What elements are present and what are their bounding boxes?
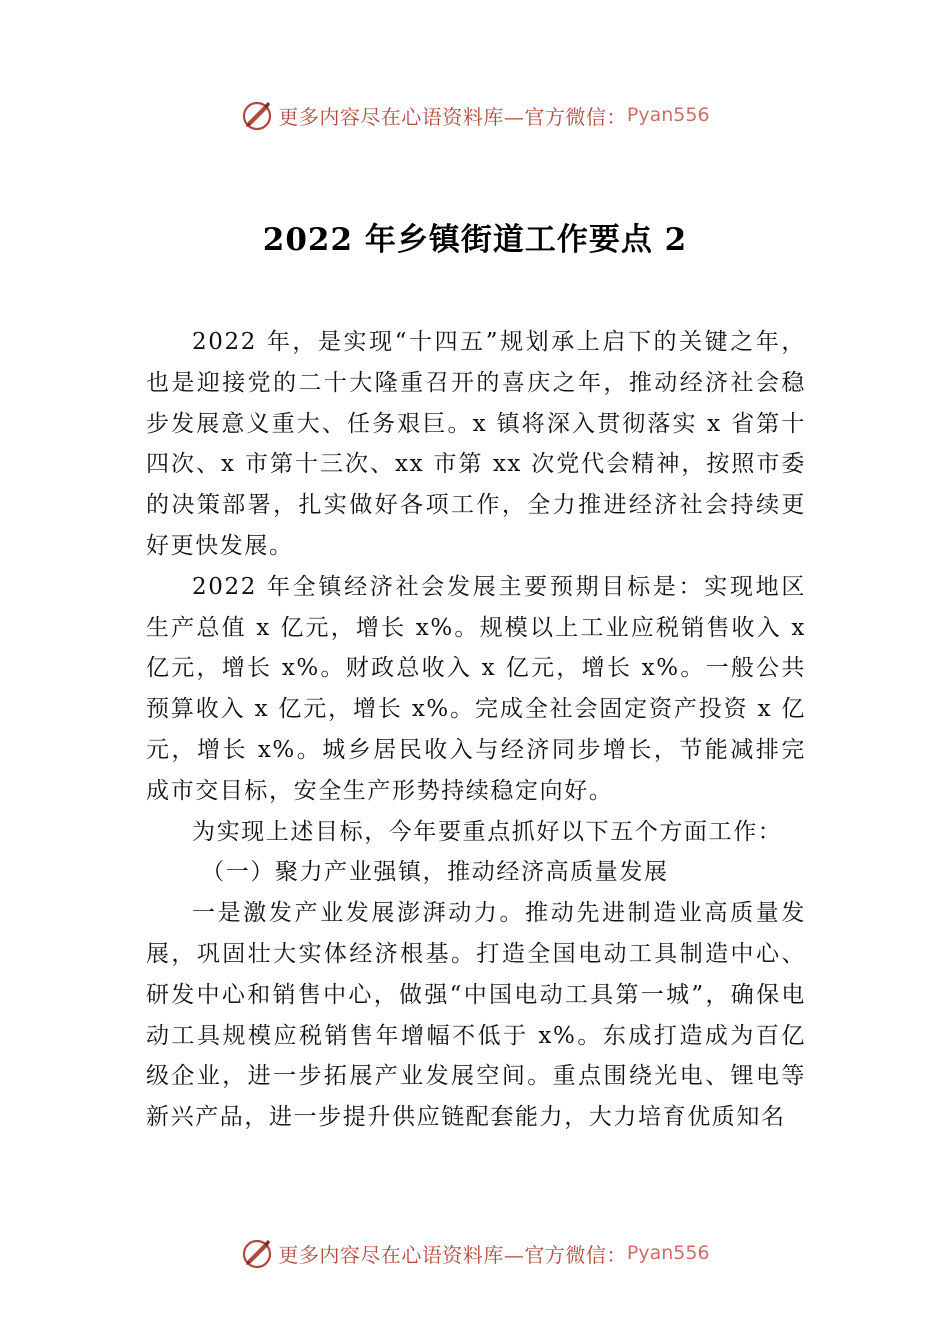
header-banner (0, 95, 950, 135)
paragraph: 2022 年全镇经济社会发展主要预期目标是：实现地区生产总值 x 亿元，增长 x%。规模以上工业应税销售收入 x 亿元，增长 x%。财政总收入 x 亿元，增长 x%。一般公共预算收入 x 亿元，增长 x%。完成全社会固定资产投资 x 亿元，增长 x%。城乡居民收入与经济同步增长，节能减排完成市交目标，安全生产形势持续稳定向好。 (146, 573, 806, 804)
footer-banner (0, 1233, 950, 1273)
wechat-id: Pyan556 (626, 104, 710, 126)
document-body (146, 322, 806, 1138)
pen-logo-icon (240, 1236, 274, 1270)
document-title: 2022 年乡镇街道工作要点 2 (262, 222, 688, 258)
paragraph: 为实现上述目标，今年要重点抓好以下五个方面工作： (192, 818, 783, 845)
paragraph: 2022 年，是实现“十四五”规划承上启下的关键之年，也是迎接党的二十大隆重召开的喜庆之年，推动经济社会稳步发展意义重大、任务艰巨。x 镇将深入贯彻落实 x 省第十四次、x 市第十三次、xx 市第 xx 次党代会精神，按照市委的决策部署，扎实做好各项工作，全力推进经济社会持续更好更快发展。 (146, 329, 806, 559)
paragraph: 一是激发产业发展澎湃动力。推动先进制造业高质量发展，巩固壮大实体经济根基。打造全国电动工具制造中心、研发中心和销售中心，做强“中国电动工具第一城”，确保电动工具规模应税销售年增幅不低于 x%。东成打造成为百亿级企业，进一步拓展产业发展空间。重点围绕光电、锂电等新兴产品，进一步提升供应链配套能力，大力培育优质知名 (146, 900, 806, 1131)
section-heading: （一）聚力产业强镇，推动经济高质量发展 (201, 859, 669, 886)
pen-logo-icon (240, 98, 274, 132)
banner-text: 更多内容尽在心语资料库—官方微信： (278, 1242, 627, 1267)
wechat-id: Pyan556 (626, 1242, 710, 1264)
banner-text: 更多内容尽在心语资料库—官方微信： (278, 104, 627, 129)
